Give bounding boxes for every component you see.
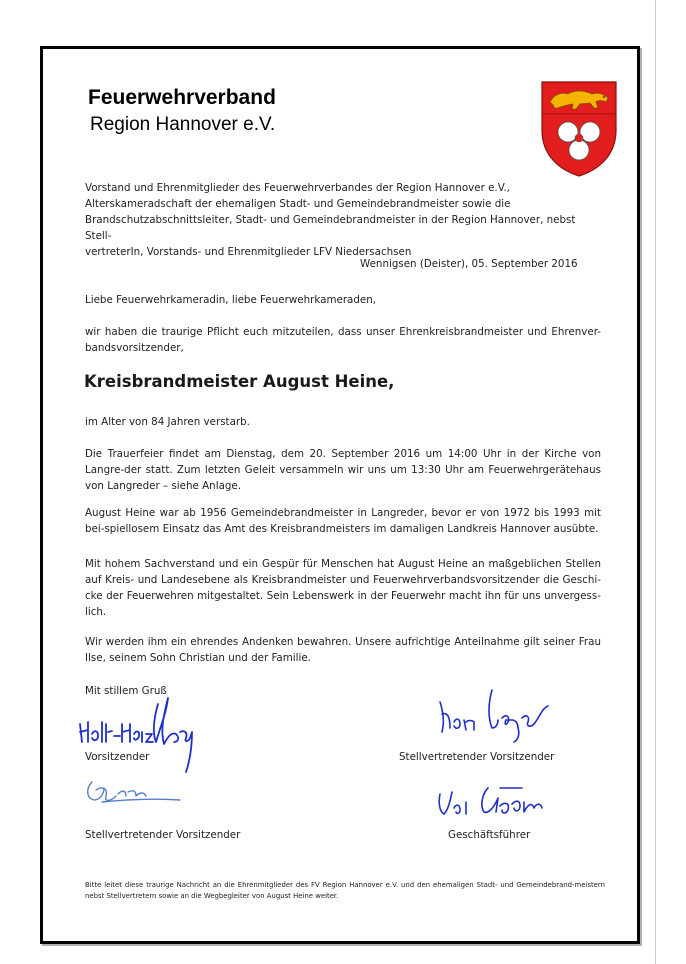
role-managing-director: Geschäftsführer (448, 829, 531, 841)
signature-vice-chairman-2-icon (82, 770, 186, 810)
recipient-line: Brandschutzabschnittsleiter, Stadt- und Gemeindebrandmeister in der Region Hannover, nebst Stell- (85, 214, 576, 242)
org-title: Feuerwehrverband (88, 86, 276, 109)
signature-vice-chairman-icon (436, 684, 560, 744)
recipient-line: Alterskameradschaft der ehemaligen Stadt- und Gemeindebrandmeister sowie die (85, 198, 511, 210)
signature-managing-director-icon (436, 778, 552, 822)
career-paragraph: August Heine war ab 1956 Gemeindebrandmeister in Langreder, bevor er von 1972 bis 1993 mit bei-spiellosem Einsatz das Amt des Kreisbrandmeisters im damaligen Landkreis Hannover ausübte. (85, 507, 601, 535)
recipient-line: vertreterIn, Vorstands- und Ehrenmitglieder LFV Niedersachsen (85, 246, 412, 258)
page-edge (655, 0, 656, 964)
deceased-name-heading: Kreisbrandmeister August Heine, (84, 372, 395, 391)
region-coat-of-arms-icon (540, 80, 618, 178)
legacy-paragraph: Mit hohem Sachverstand und ein Gespür für Menschen hat August Heine an maßgeblichen Stellen auf Kreis- und Landesebene als Kreisbrandmeister und Feuerwehrverbandsvorsitzender die Geschi-cke der Feuerwehren mitgestaltet. Sein Lebenswerk in der Feuerwehr macht ihn für uns unvergess-lich. (85, 558, 601, 618)
remembrance-paragraph: Wir werden ihm ein ehrendes Andenken bewahren. Unsere aufrichtige Anteilnahme gilt seiner Frau Ilse, seinem Sohn Christian und der Familie. (85, 636, 601, 664)
funeral-paragraph: Die Trauerfeier findet am Dienstag, dem 20. September 2016 um 14:00 Uhr in der Kirche von Langre-der statt. Zum letzten Geleit versammeln wir uns um 13:30 Uhr am Feuerwehrgerätehaus von Langreder – siehe Anlage. (85, 448, 601, 492)
footnote: Bitte leitet diese traurige Nachricht an die Ehrenmitglieder des FV Region Hannover e.V. und den ehemaligen Stadt- und Gemeindebrand-meistern nebst Stellvertretern sowie an die Wegbegleiter von August Heine weiter. (85, 881, 605, 900)
role-chairman: Vorsitzender (85, 751, 150, 763)
age-line: im Alter von 84 Jahren verstarb. (85, 416, 250, 428)
intro-paragraph: wir haben die traurige Pflicht euch mitzuteilen, dass unser Ehrenkreisbrandmeister und Ehrenver-bandsvorsitzender, (85, 326, 601, 354)
role-vice-chairman-2: Stellvertretender Vorsitzender (85, 829, 241, 841)
role-vice-chairman: Stellvertretender Vorsitzender (399, 751, 555, 763)
org-subtitle: Region Hannover e.V. (90, 114, 276, 135)
recipient-line: Vorstand und Ehrenmitglieder des Feuerwehrverbandes der Region Hannover e.V., (85, 182, 510, 194)
recipients-block (85, 180, 601, 260)
salutation: Liebe Feuerwehrkameradin, liebe Feuerwehrkameraden, (85, 294, 377, 306)
closing-greeting: Mit stillem Gruß (85, 685, 167, 697)
place-and-date: Wennigsen (Deister), 05. September 2016 (360, 258, 578, 270)
